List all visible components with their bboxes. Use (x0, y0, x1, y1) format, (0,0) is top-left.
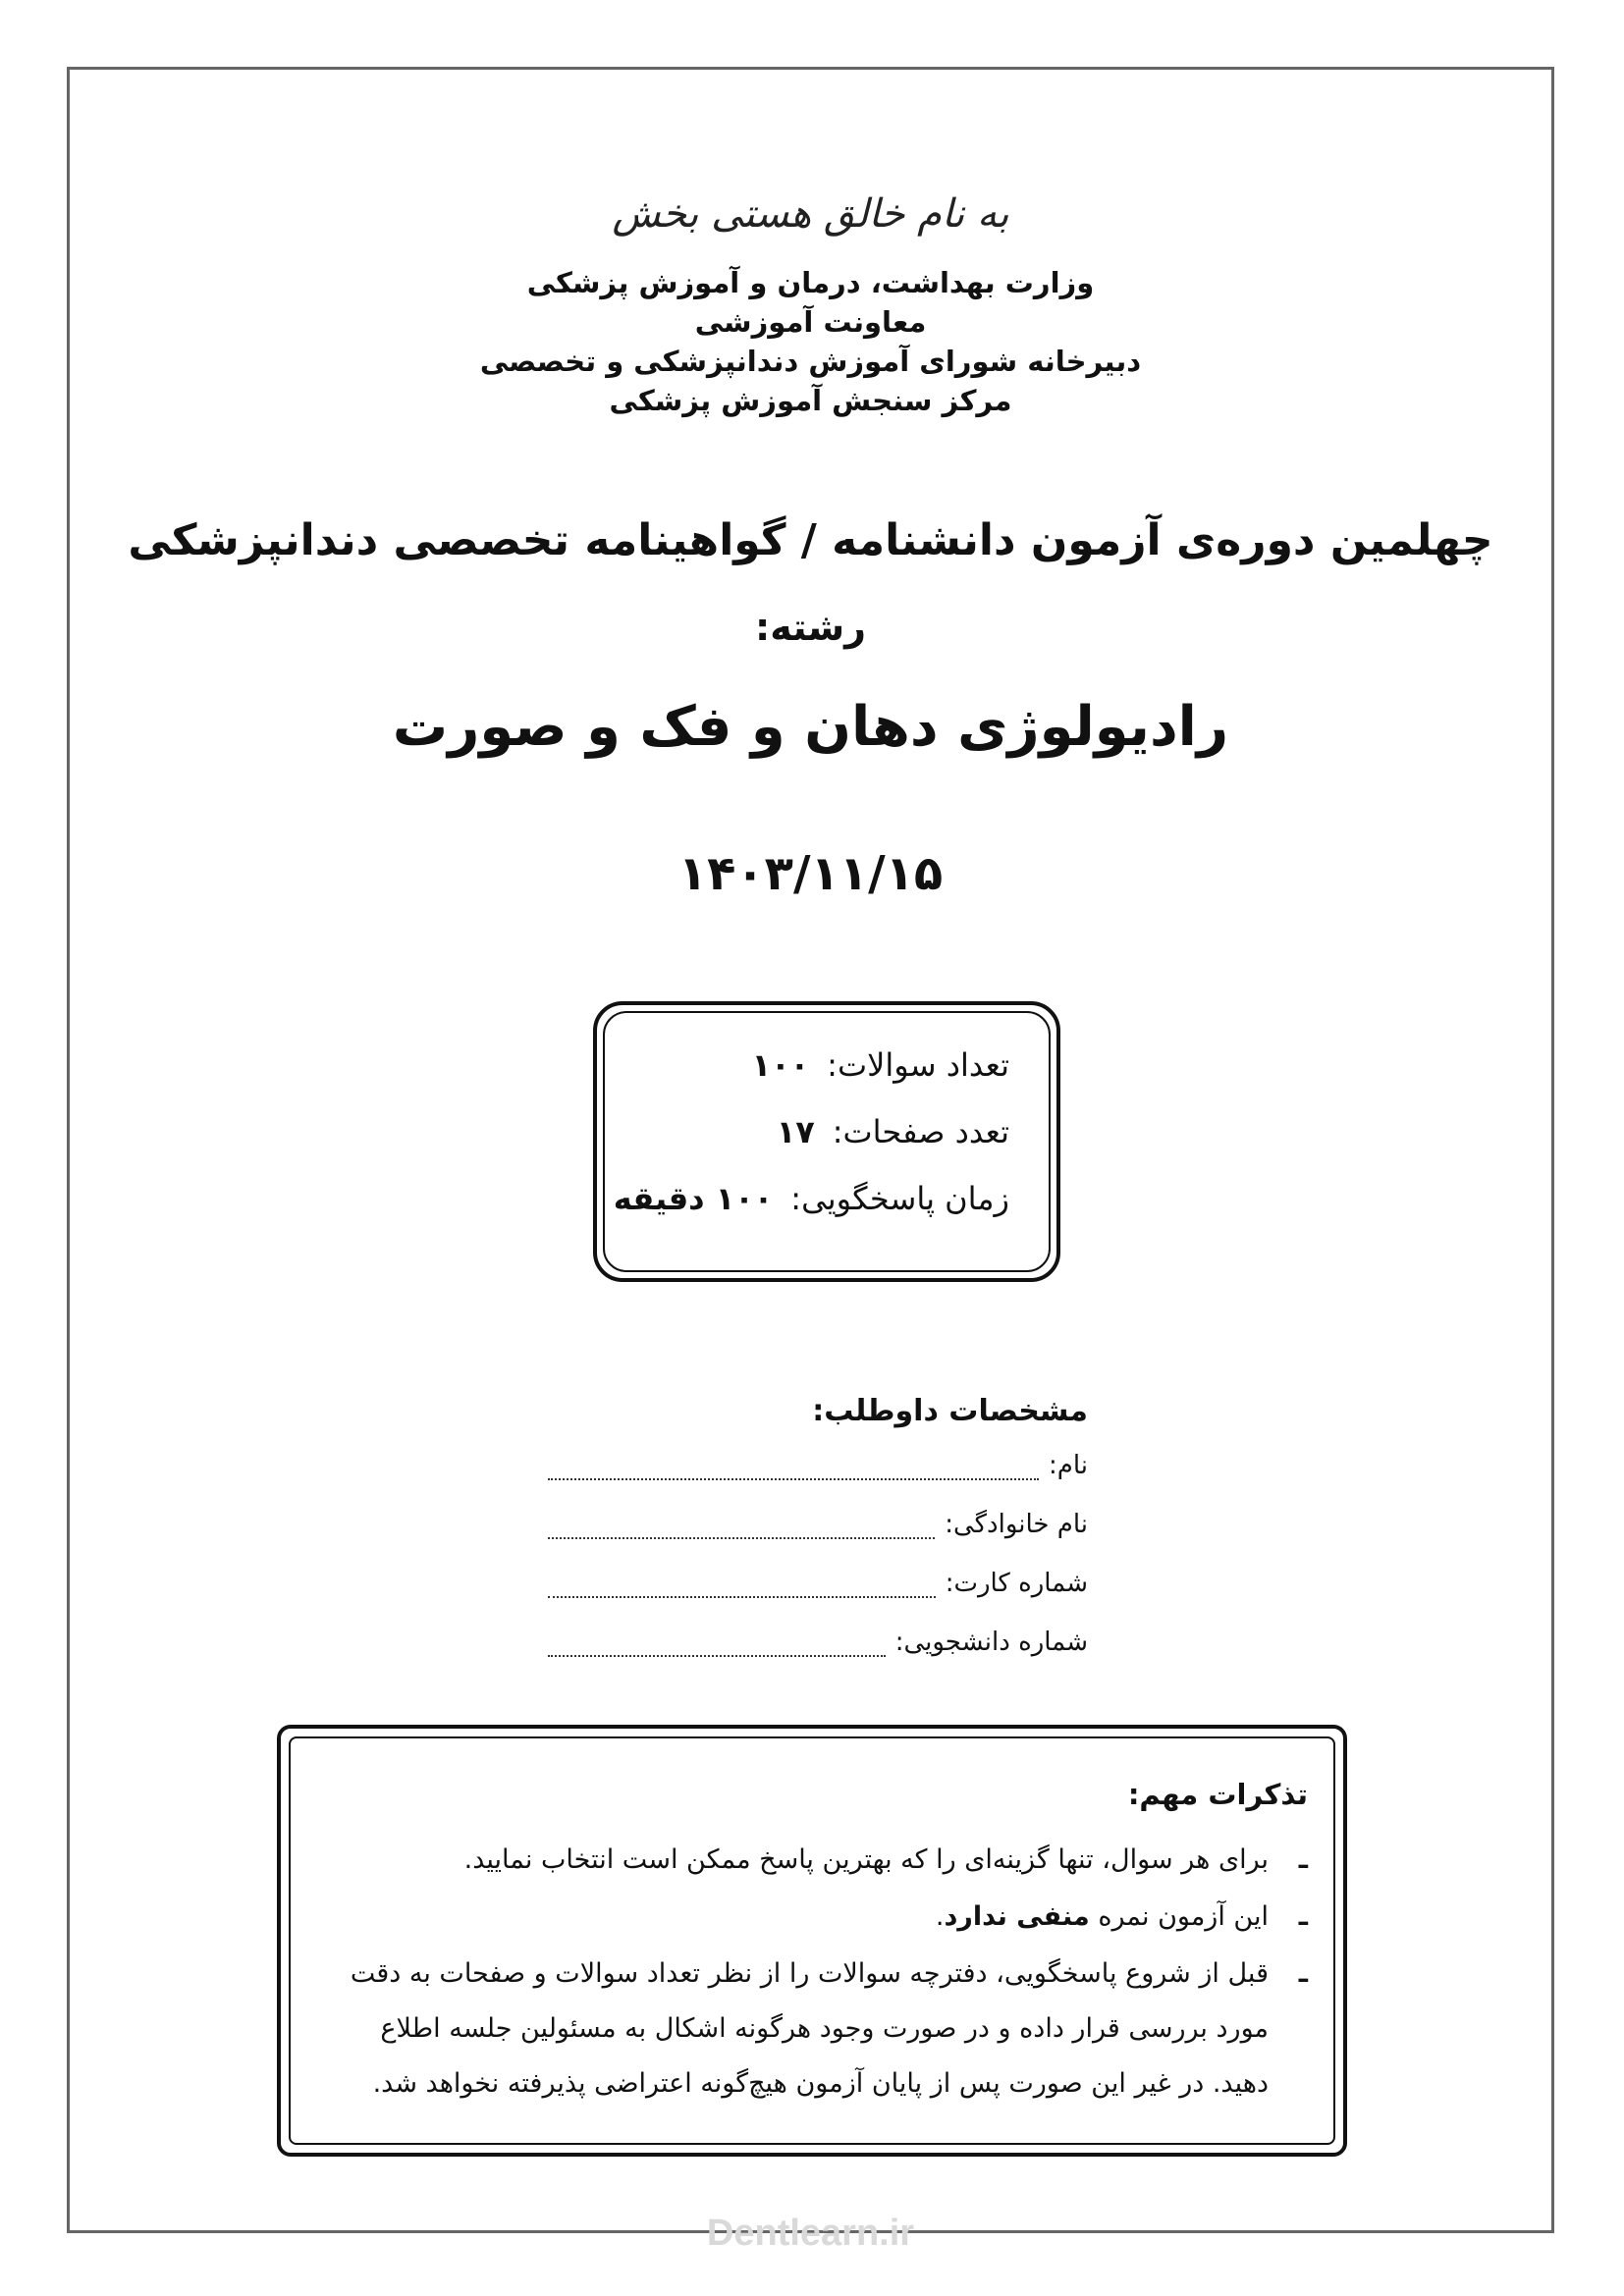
candidate-student-label: شماره دانشجویی: (894, 1628, 1088, 1657)
pages-count-value: ۱۷ (776, 1113, 815, 1150)
candidate-family-row (548, 1510, 1088, 1539)
candidate-card-field[interactable] (548, 1575, 936, 1598)
questions-count-row (752, 1046, 1009, 1084)
pages-count-row (777, 1113, 1009, 1150)
deputy-line: معاونت آموزشی (694, 305, 927, 339)
secretariat-line: دبیرخانه شورای آموزش دندانپزشکی و تخصصی (479, 345, 1142, 378)
candidate-name-field[interactable] (548, 1457, 1039, 1480)
ministry-line: وزارت بهداشت، درمان و آموزش پزشکی (526, 266, 1095, 299)
field-name: رادیولوژی دهان و فک و صورت (392, 695, 1229, 759)
exam-info-box (593, 1001, 1060, 1282)
candidate-name-row (548, 1451, 1088, 1480)
important-notes-box (277, 1725, 1347, 2157)
candidate-family-label: نام خانوادگی: (945, 1510, 1088, 1539)
questions-count-value: ۱۰۰ (751, 1046, 810, 1084)
notes-title: تذکرات مهم: (1127, 1778, 1308, 1811)
note-bullet: ـ (1298, 1901, 1308, 1932)
candidate-student-field[interactable] (548, 1633, 886, 1657)
candidate-card-row (548, 1569, 1088, 1598)
note-text-line1: قبل از شروع پاسخگویی، دفترچه سوالات را از نظر تعداد سوالات و صفحات به دقت (350, 1958, 1269, 1989)
answer-time-row (614, 1180, 1009, 1217)
candidate-student-row (548, 1628, 1088, 1657)
basmala-heading: به نام خالق هستی بخش (612, 191, 1009, 237)
answer-time-value: ۱۰۰ دقیقه (613, 1180, 774, 1217)
note-text-prefix: این آزمون نمره (1098, 1901, 1269, 1932)
field-label: رشته: (755, 606, 866, 649)
note-text-line3: دهید. در غیر این صورت پس از پایان آزمون هیچ‌گونه اعتراضی پذیرفته نخواهد شد. (372, 2068, 1269, 2099)
assessment-center-line: مرکز سنجش آموزش پزشکی (609, 384, 1012, 417)
answer-time-label: زمان پاسخگویی: (790, 1180, 1009, 1217)
questions-count-label: تعداد سوالات: (827, 1046, 1009, 1084)
candidate-name-label: نام: (1048, 1451, 1088, 1480)
pages-count-label: تعدد صفحات: (832, 1113, 1009, 1150)
note-text-suffix: . (935, 1901, 945, 1932)
note-text-bold: منفی ندارد (944, 1901, 1090, 1932)
candidate-card-label: شماره کارت: (945, 1569, 1088, 1598)
candidate-section-title: مشخصات داوطلب: (812, 1394, 1088, 1428)
note-text-line2: مورد بررسی قرار داده و در صورت وجود هرگونه اشکال به مسئولین جلسه اطلاع (380, 2013, 1269, 2044)
note-text: برای هر سوال، تنها گزینه‌ای را که بهترین پاسخ ممکن است انتخاب نمایید. (463, 1844, 1269, 1875)
exam-date: ۱۴۰۳/۱۱/۱۵ (677, 846, 944, 901)
exam-title: چهلمین دوره‌ی آزمون دانشنامه / گواهینامه تخصصی دندانپزشکی (128, 515, 1493, 565)
note-bullet: ـ (1298, 1958, 1308, 1989)
site-watermark: Dentlearn.ir (706, 2213, 915, 2254)
note-item (326, 1947, 1308, 2111)
note-item (326, 1890, 1308, 1945)
note-item (326, 1833, 1308, 1888)
candidate-family-field[interactable] (548, 1516, 935, 1539)
note-bullet: ـ (1298, 1844, 1308, 1875)
